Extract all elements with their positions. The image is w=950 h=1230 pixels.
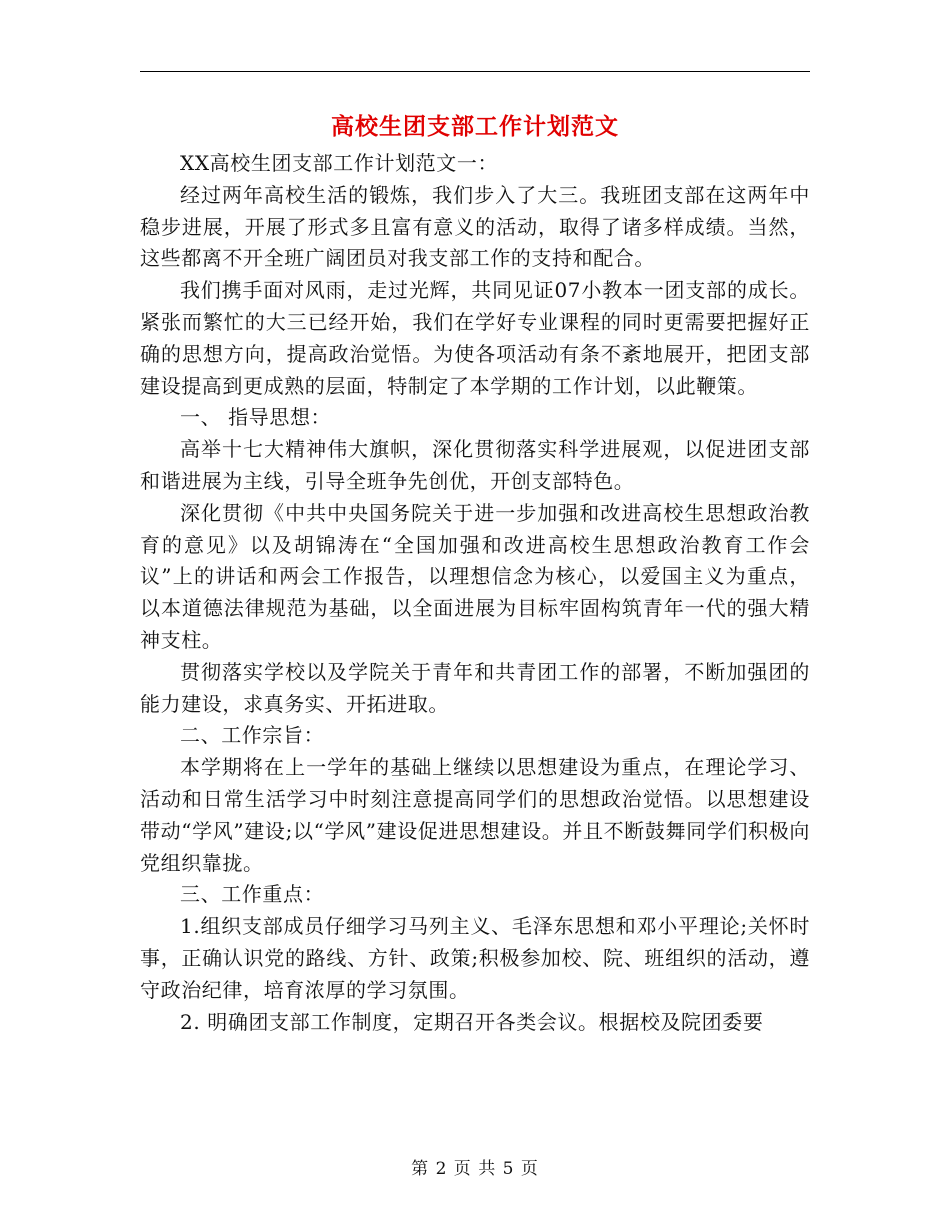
paragraph-guiding-thought-1: 高举十七大精神伟大旗帜，深化贯彻落实科学进展观，以促进团支部和谐进展为主线，引导全班争先创优，开创支部特色。 bbox=[140, 437, 810, 493]
document-body bbox=[140, 148, 810, 1038]
header-rule bbox=[140, 71, 810, 72]
list-item-focus-2: 2. 明确团支部工作制度，定期召开各类会议。根据校及院团委要 bbox=[180, 1009, 764, 1034]
section-heading-guiding-thought: 一、 指导思想： bbox=[180, 405, 332, 430]
section-heading-work-aim: 二、工作宗旨： bbox=[180, 723, 325, 748]
paragraph-purpose: 我们携手面对风雨，走过光辉，共同见证07小教本一团支部的成长。紧张而繁忙的大三已经开始，我们在学好专业课程的同时更需要把握好正确的思想方向，提高政治觉悟。为使各项活动有条不紊地展开，把团支部建设提高到更成熟的层面，特制定了本学期的工作计划，以此鞭策。 bbox=[140, 278, 810, 398]
page-number-footer: 第 2 页 共 5 页 bbox=[411, 1159, 539, 1179]
paragraph-work-aim: 本学期将在上一学年的基础上继续以思想建设为重点，在理论学习、活动和日常生活学习中时刻注意提高同学们的思想政治觉悟。以思想建设带动“学风”建设;以“学风”建设促进思想建设。并且不断鼓舞同学们积极向党组织靠拢。 bbox=[140, 755, 810, 875]
section-heading-work-focus: 三、工作重点： bbox=[180, 882, 325, 907]
paragraph-guiding-thought-3: 贯彻落实学校以及学院关于青年和共青团工作的部署，不断加强团的能力建设，求真务实、开拓进取。 bbox=[140, 659, 810, 716]
intro-heading: XX高校生团支部工作计划范文一： bbox=[180, 151, 499, 175]
paragraph-guiding-thought-2: 深化贯彻《中共中央国务院关于进一步加强和改进高校生思想政治教育的意见》以及胡锦涛在“全国加强和改进高校生思想政治教育工作会议”上的讲话和两会工作报告，以理想信念为核心，以爱国主义为重点，以本道德法律规范为基础，以全面进展为目标牢固构筑青年一代的强大精神支柱。 bbox=[140, 500, 810, 652]
document-title: 高校生团支部工作计划范文 bbox=[331, 113, 619, 140]
list-item-focus-1: 1.组织支部成员仔细学习马列主义、毛泽东思想和邓小平理论;关怀时事，正确认识党的路线、方针、政策;积极参加校、院、班组织的活动，遵守政治纪律，培育浓厚的学习氛围。 bbox=[140, 914, 810, 1002]
paragraph-review: 经过两年高校生活的锻炼，我们步入了大三。我班团支部在这两年中稳步进展，开展了形式多且富有意义的活动，取得了诸多样成绩。当然，这些都离不开全班广阔团员对我支部工作的支持和配合。 bbox=[140, 182, 810, 271]
